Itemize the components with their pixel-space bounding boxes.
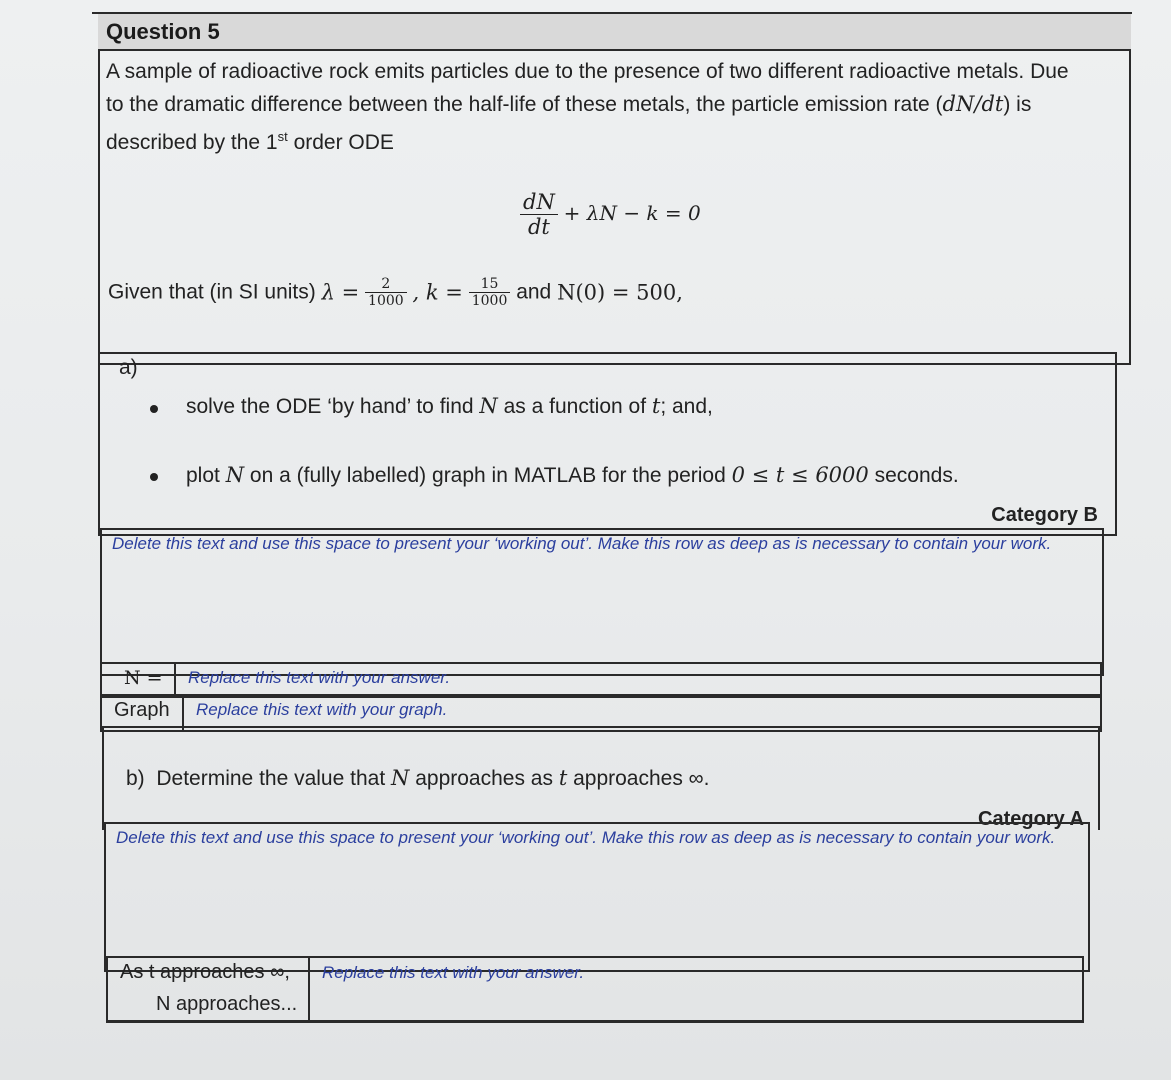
part-b-n: N [391, 766, 410, 790]
ode-equation [520, 190, 701, 239]
lambda-fraction [365, 276, 407, 309]
graph-label: Graph [114, 699, 170, 721]
k-fraction [469, 276, 511, 309]
graph-placeholder[interactable]: Replace this text with your graph. [196, 700, 448, 719]
question-title-bar [98, 13, 1131, 51]
bullet-1-text-a: solve the ODE ‘by hand’ to find [186, 395, 480, 418]
question-sheet [92, 8, 1134, 1036]
part-a-label: a) [119, 356, 138, 379]
answer-row-bottom [106, 1020, 1084, 1023]
intro-line-3b: order ODE [287, 131, 394, 154]
part-b-working-area[interactable] [104, 822, 1090, 972]
answer-label-line-2: N approaches... [156, 993, 298, 1015]
initial-condition: N(0) = 500, [557, 280, 683, 305]
part-a-working-placeholder[interactable]: Delete this text and use this space to present your ‘working out’. Make this row as deep as is necessary to contain your work. [112, 534, 1052, 553]
k-den: 1000 [469, 292, 511, 309]
n-label: N = [124, 667, 163, 689]
ode-numerator: dN [523, 190, 555, 214]
ode-derivative [520, 190, 558, 239]
part-b-answer-placeholder[interactable]: Replace this text with your answer. [322, 963, 585, 982]
intro-sup: st [277, 129, 288, 144]
part-b-text-b: approaches as [409, 767, 559, 790]
ode-rest: + λN − k = 0 [563, 201, 701, 226]
part-a-bullet-2 [186, 463, 959, 488]
part-a-bullet-1 [186, 394, 713, 419]
question-intro [106, 56, 1118, 159]
part-a-border [98, 352, 1117, 536]
part-b-working-placeholder[interactable]: Delete this text and use this space to present your ‘working out’. Make this row as deep as is necessary to contain your work. [116, 828, 1056, 847]
intro-line-3a: described by the 1 [106, 131, 278, 154]
lambda-label: λ = [321, 280, 360, 305]
title-top-border [92, 12, 1132, 14]
n-answer-placeholder[interactable]: Replace this text with your answer. [188, 668, 451, 687]
part-b-text-a: Determine the value that [156, 767, 391, 790]
given-prefix: Given that (in SI units) [108, 280, 322, 304]
lambda-den: 1000 [365, 292, 407, 309]
bullet-1-icon [150, 405, 158, 413]
answer-label-line-1: As t approaches ∞, [120, 961, 290, 983]
part-b-text-c: approaches ∞. [567, 767, 710, 790]
part-a-working-area[interactable] [100, 528, 1104, 676]
bullet-1-n: N [479, 394, 498, 418]
bullet-2-icon [150, 473, 158, 481]
intro-line-2b: ) is [1003, 93, 1032, 116]
part-b-category: Category A [978, 808, 1084, 830]
intro-line-1: A sample of radioactive rock emits particles due to the presence of two different radioactive metals. Due [106, 60, 1069, 83]
part-b-t: t [558, 766, 568, 790]
intro-rate: dN/dt [942, 92, 1004, 116]
bullet-1-t: t [651, 394, 661, 418]
given-suffix: and [516, 280, 558, 304]
bullet-2-text-a: plot [186, 464, 226, 487]
bullet-1-text-c: ; and, [660, 395, 713, 418]
k-label: , k = [412, 280, 463, 305]
n-row-divider [174, 662, 176, 696]
part-b-label: b) [126, 767, 145, 790]
part-b-question [126, 766, 710, 791]
bullet-2-n: N [225, 463, 245, 487]
bullet-2-text-b: on a (fully labelled) graph in MATLAB for the period [244, 464, 732, 487]
lambda-num: 2 [381, 276, 391, 292]
k-num: 15 [480, 276, 499, 292]
part-a-category: Category B [991, 504, 1098, 526]
intro-line-3 [106, 121, 1118, 159]
intro-line-2a: to the dramatic difference between the half-life of these metals, the particle emission rate ( [106, 93, 943, 116]
intro-line-2 [106, 88, 1118, 121]
answer-row-divider [308, 956, 310, 1022]
bullet-1-text-b: as a function of [497, 395, 652, 418]
ode-denominator: dt [520, 214, 558, 239]
given-line [108, 276, 683, 309]
bullet-2-range: 0 ≤ t ≤ 6000 [731, 463, 869, 487]
question-title: Question 5 [106, 19, 220, 44]
bullet-2-text-c: seconds. [868, 464, 959, 487]
